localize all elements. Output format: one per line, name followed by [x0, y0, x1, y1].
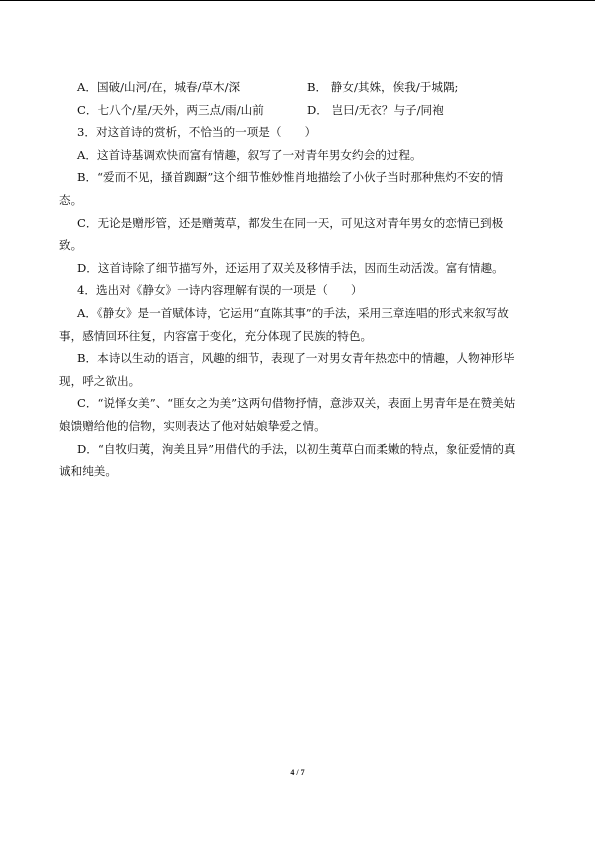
q2-option-c: C．七八个/星/天外，两三点/雨/山前 [77, 102, 264, 117]
q4-option-b-line1: B．本诗以生动的语言，风趣的细节，表现了一对男女青年热恋中的情趣，人物神形毕 [77, 351, 515, 366]
q3-stem: 3．对这首诗的赏析，不恰当的一项是（ ） [77, 125, 317, 140]
q2-option-b: B． 静女/其姝，俟我/于城隅; [307, 80, 459, 94]
q3-option-c-line1: C．无论是赠彤管，还是赠荑草，都发生在同一天，可见这对青年男女的恋情已到极 [77, 215, 504, 230]
q4-option-d-line1: D．“自牧归荑，洵美且异”用借代的手法，以初生荑草白而柔嫩的特点，象征爱情的真 [77, 441, 516, 456]
q2-option-a: A．国破/山河/在，城春/草木/深 [77, 80, 241, 94]
q4-option-a-line2: 事，感情回环往复，内容富于变化，充分体现了民族的特色。 [59, 328, 373, 343]
q4-option-d-line2: 诚和纯美。 [59, 464, 117, 479]
q3-option-c-line2: 致。 [59, 238, 83, 253]
q4-option-c-line1: C．“说怿女美”、“匪女之为美”这两句借物抒情，意涉双关，表面上男青年是在赞美姑 [77, 396, 516, 411]
q4-stem: 4．选出对《静女》一诗内容理解有误的一项是（ ） [77, 283, 363, 298]
q4-option-a-line1: A．《静女》是一首赋体诗，它运用“直陈其事”的手法，采用三章连唱的形式来叙写故 [77, 305, 509, 320]
q3-option-b-line2: 态。 [59, 192, 83, 207]
q2-options-row-2 [59, 99, 543, 122]
page-top-rule [0, 0, 595, 1]
q4-option-c-line2: 娘馈赠给他的信物，实则表达了他对姑娘挚爱之情。 [59, 418, 326, 433]
q2-option-d: D． 岂曰/无衣？与子/同袍 [307, 102, 444, 117]
q4-option-b-line2: 现，呼之欲出。 [59, 373, 141, 388]
q2-options-row-1 [59, 76, 543, 99]
document-body [59, 76, 543, 483]
q3-option-b-line1: B．“爱而不见，搔首踟蹰”这个细节惟妙惟肖地描绘了小伙子当时那种焦灼不安的情 [77, 170, 504, 185]
q3-option-d: D．这首诗除了细节描写外，还运用了双关及移情手法，因而生动活泼。富有情趣。 [77, 260, 504, 275]
q3-option-a: A．这首诗基调欢快而富有情趣，叙写了一对青年男女约会的过程。 [77, 147, 422, 162]
page-number: 4 / 7 [290, 768, 305, 777]
